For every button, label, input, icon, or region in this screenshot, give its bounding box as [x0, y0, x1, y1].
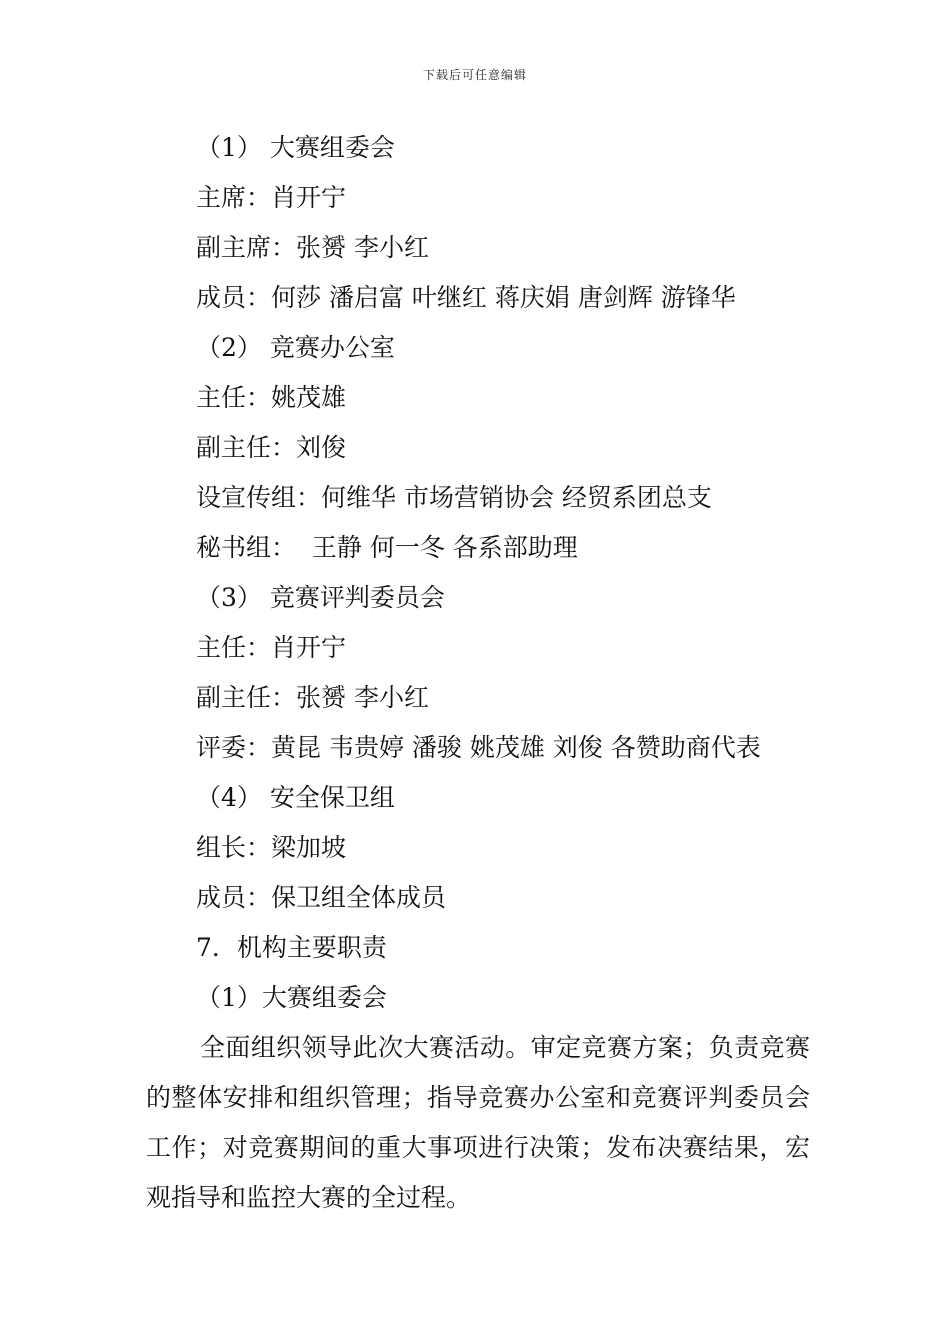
section-heading-3: （3） 竞赛评判委员会 [196, 583, 445, 612]
judges-line: 评委：黄昆 韦贵婷 潘骏 姚茂雄 刘俊 各赞助商代表 [196, 733, 761, 762]
responsibilities-paragraph: 全面组织领导此次大赛活动。审定竞赛方案；负责竞赛的整体安排和组织管理；指导竞赛办公室和竞赛评判委员会工作；对竞赛期间的重大事项进行决策；发布决赛结果，宏观指导和监控大赛的全过程。 [146, 1033, 810, 1212]
vice-director-line-2: 副主任：张赟 李小红 [196, 683, 429, 712]
security-members-line: 成员：保卫组全体成员 [196, 883, 447, 912]
responsibilities-heading: 7．机构主要职责 [196, 933, 387, 962]
group-leader-line: 组长：梁加坡 [196, 833, 347, 862]
responsibilities-subheading: （1）大赛组委会 [196, 983, 387, 1012]
vice-chairman-line: 副主席：张赟 李小红 [196, 233, 429, 262]
section-heading-2: （2） 竞赛办公室 [196, 333, 395, 362]
header-note: 下载后可任意编辑 [422, 68, 527, 82]
director-line: 主任：姚茂雄 [196, 383, 347, 412]
members-line: 成员：何莎 潘启富 叶继红 蒋庆娟 唐剑辉 游锋华 [196, 283, 736, 312]
section-heading-1: （1） 大赛组委会 [196, 133, 395, 162]
chairman-line: 主席：肖开宁 [196, 183, 347, 212]
section-heading-4: （4） 安全保卫组 [196, 783, 395, 812]
director-line-2: 主任：肖开宁 [196, 633, 347, 662]
vice-director-line: 副主任：刘俊 [196, 433, 347, 462]
secretariat-line: 秘书组： 王静 何一冬 各系部助理 [196, 533, 578, 562]
publicity-group-line: 设宣传组：何维华 市场营销协会 经贸系团总支 [196, 483, 712, 512]
